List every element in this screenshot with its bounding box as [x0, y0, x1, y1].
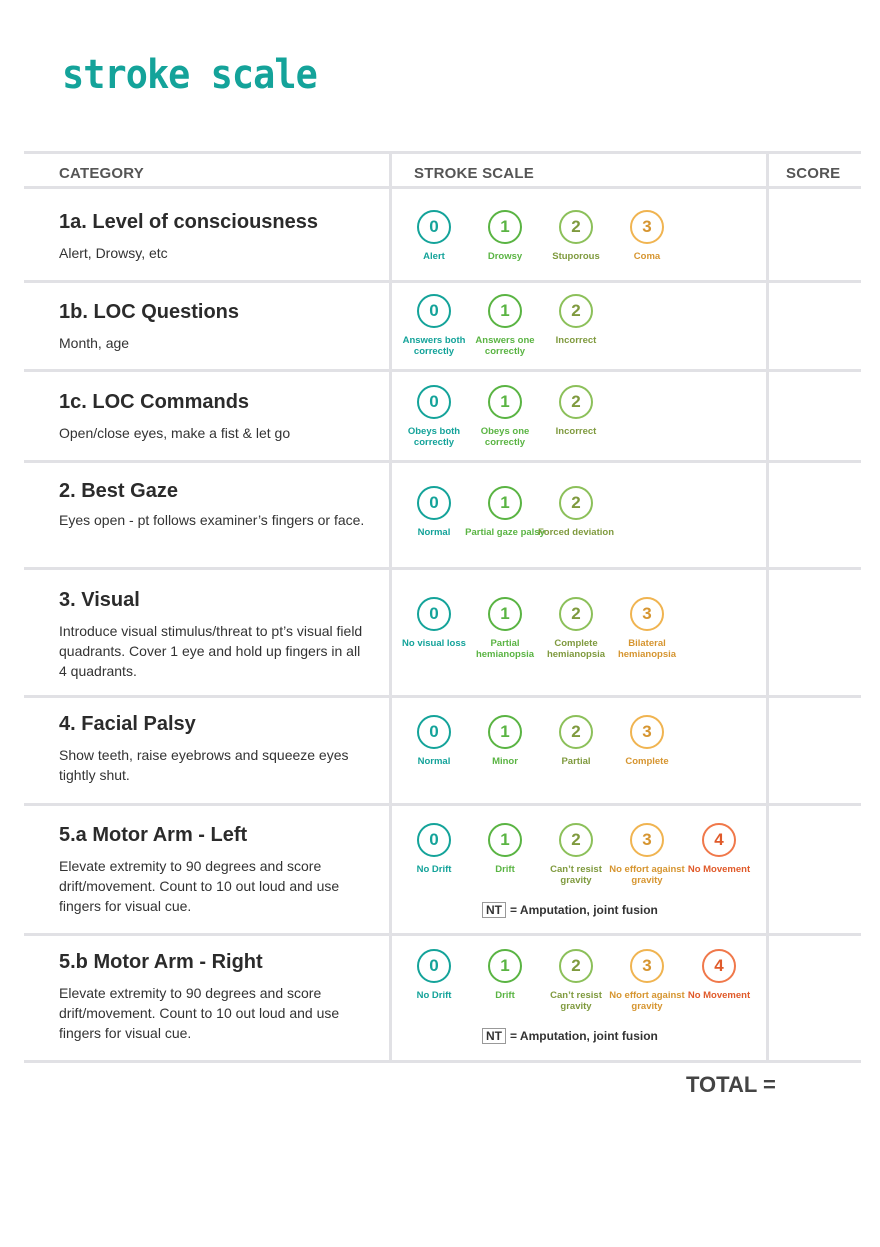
table-row — [24, 283, 861, 372]
score-cell[interactable] — [769, 936, 861, 1060]
score-option[interactable] — [394, 294, 474, 357]
score-option[interactable] — [465, 385, 545, 448]
score-option[interactable] — [536, 597, 616, 660]
score-circle[interactable]: 0 — [417, 486, 451, 520]
category-description: Eyes open - pt follows examiner’s fingers or face. — [59, 512, 365, 528]
score-option[interactable] — [607, 715, 687, 767]
score-option-label: Coma — [633, 251, 661, 262]
score-circle[interactable]: 2 — [559, 486, 593, 520]
score-cell[interactable] — [769, 372, 861, 460]
category-header: CATEGORY — [59, 165, 144, 182]
category-description: Elevate extremity to 90 degrees and score drift/movement. Count to 10 out loud and use fingers for visual cue. — [59, 985, 340, 1041]
score-option[interactable] — [536, 294, 616, 346]
score-circle[interactable]: 1 — [488, 597, 522, 631]
score-option-label: Can’t resist gravity — [550, 990, 602, 1012]
score-option-label: No effort against gravity — [609, 990, 685, 1012]
category-title: 5.b Motor Arm - Right — [59, 951, 263, 973]
score-option[interactable] — [394, 715, 474, 767]
score-option-label: No Movement — [687, 990, 751, 1001]
score-option[interactable] — [607, 823, 687, 886]
score-cell[interactable] — [769, 698, 861, 803]
score-circle[interactable]: 1 — [488, 486, 522, 520]
score-option-label: Can’t resist gravity — [550, 864, 602, 886]
table-header — [24, 154, 861, 189]
score-option-label: Answers both correctly — [402, 335, 466, 357]
table-row — [24, 372, 861, 463]
score-option-label: Complete hemianopsia — [546, 638, 606, 660]
category-title: 3. Visual — [59, 589, 140, 611]
nt-description: = Amputation, joint fusion — [510, 903, 658, 917]
score-option[interactable] — [607, 949, 687, 1012]
score-option[interactable] — [465, 597, 545, 660]
score-circle[interactable]: 1 — [488, 949, 522, 983]
score-option-label: Partial hemianopsia — [475, 638, 535, 660]
score-cell[interactable] — [769, 806, 861, 933]
score-circle[interactable]: 0 — [417, 210, 451, 244]
score-option-label: Incorrect — [555, 335, 597, 346]
score-option[interactable] — [394, 385, 474, 448]
score-option[interactable] — [394, 597, 474, 649]
score-circle[interactable]: 0 — [417, 294, 451, 328]
score-circle[interactable]: 1 — [488, 294, 522, 328]
score-circle[interactable]: 2 — [559, 210, 593, 244]
score-option-label: Drift — [495, 990, 515, 1001]
score-option-label: Complete — [625, 756, 669, 767]
score-option-label: Answers one correctly — [475, 335, 535, 357]
nt-description: = Amputation, joint fusion — [510, 1029, 658, 1043]
score-circle[interactable]: 3 — [630, 597, 664, 631]
score-option-label: Incorrect — [555, 426, 597, 437]
table-row — [24, 463, 861, 570]
score-option[interactable] — [394, 210, 474, 262]
score-option[interactable] — [679, 823, 759, 875]
score-option-label: Drowsy — [487, 251, 523, 262]
score-circle[interactable]: 2 — [559, 385, 593, 419]
table-row — [24, 698, 861, 806]
score-circle[interactable]: 1 — [488, 210, 522, 244]
score-option[interactable] — [465, 949, 545, 1001]
table-row — [24, 806, 861, 936]
score-circle[interactable]: 1 — [488, 385, 522, 419]
nt-badge: NT — [482, 1028, 506, 1044]
score-option-label: Obeys both correctly — [407, 426, 461, 448]
score-option-label: Partial gaze palsy — [465, 527, 545, 538]
score-circle[interactable]: 3 — [630, 949, 664, 983]
score-circle[interactable]: 1 — [488, 823, 522, 857]
category-title: 5.a Motor Arm - Left — [59, 824, 248, 846]
score-cell[interactable] — [769, 283, 861, 369]
score-option-label: Minor — [492, 756, 518, 767]
score-option[interactable] — [536, 385, 616, 437]
score-circle[interactable]: 4 — [702, 823, 736, 857]
score-option[interactable] — [607, 210, 687, 262]
score-option[interactable] — [465, 715, 545, 767]
score-option[interactable] — [394, 823, 474, 875]
score-circle[interactable]: 1 — [488, 715, 522, 749]
category-title: 4. Facial Palsy — [59, 713, 196, 735]
table-row — [24, 189, 861, 283]
score-circle[interactable]: 0 — [417, 715, 451, 749]
stroke-scale-table — [24, 151, 861, 1063]
score-option-label: No visual loss — [402, 638, 466, 649]
score-circle[interactable]: 0 — [417, 823, 451, 857]
score-option-label: No Movement — [687, 864, 751, 875]
table-row — [24, 936, 861, 1063]
table-row — [24, 570, 861, 698]
score-circle[interactable]: 0 — [417, 385, 451, 419]
score-option[interactable] — [465, 294, 545, 357]
score-circle[interactable]: 3 — [630, 823, 664, 857]
score-option[interactable] — [465, 486, 545, 538]
score-option[interactable] — [394, 486, 474, 538]
score-option-label: Partial — [561, 756, 591, 767]
score-option-label: Alert — [423, 251, 445, 262]
score-circle[interactable]: 4 — [702, 949, 736, 983]
score-option-label: Normal — [417, 756, 451, 767]
category-description: Open/close eyes, make a fist & let go — [59, 425, 291, 441]
score-circle[interactable]: 0 — [417, 597, 451, 631]
score-option[interactable] — [536, 715, 616, 767]
score-option[interactable] — [607, 597, 687, 660]
score-circle[interactable]: 2 — [559, 597, 593, 631]
category-description: Month, age — [59, 335, 130, 351]
score-cell[interactable] — [769, 189, 861, 280]
score-option[interactable] — [465, 823, 545, 875]
score-option[interactable] — [536, 823, 616, 886]
score-option-label: No Drift — [416, 990, 452, 1001]
score-option-label: Forced deviation — [537, 527, 614, 538]
score-cell[interactable] — [769, 570, 861, 695]
stroke-scale-logo: stroke scale — [62, 52, 317, 98]
category-title: 1a. Level of consciousness — [59, 211, 318, 233]
category-description: Elevate extremity to 90 degrees and score drift/movement. Count to 10 out loud and use fingers for visual cue. — [59, 858, 340, 914]
score-option-label: Drift — [495, 864, 515, 875]
stroke-scale-header: STROKE SCALE — [414, 165, 534, 182]
score-option[interactable] — [394, 949, 474, 1001]
score-option-label: Normal — [417, 527, 451, 538]
score-option-label: Obeys one correctly — [480, 426, 530, 448]
category-title: 1c. LOC Commands — [59, 391, 250, 413]
score-circle[interactable]: 3 — [630, 210, 664, 244]
category-description: Introduce visual stimulus/threat to pt’s visual field quadrants. Cover 1 eye and hold up fingers in all 4 quadrants. — [59, 623, 363, 679]
category-description: Show teeth, raise eyebrows and squeeze eyes tightly shut. — [59, 747, 349, 783]
score-circle[interactable]: 0 — [417, 949, 451, 983]
not-testable-note — [482, 902, 658, 918]
score-option[interactable] — [679, 949, 759, 1001]
score-header: SCORE — [786, 165, 841, 182]
score-option-label: Stuporous — [552, 251, 600, 262]
score-circle[interactable]: 2 — [559, 949, 593, 983]
total-label: TOTAL = — [686, 1072, 776, 1097]
score-option[interactable] — [536, 486, 616, 538]
score-circle[interactable]: 2 — [559, 715, 593, 749]
score-option[interactable] — [465, 210, 545, 262]
score-option-label: No Drift — [416, 864, 452, 875]
score-circle[interactable]: 2 — [559, 294, 593, 328]
score-circle[interactable]: 2 — [559, 823, 593, 857]
score-cell[interactable] — [769, 463, 861, 567]
score-option[interactable] — [536, 949, 616, 1012]
category-title: 1b. LOC Questions — [59, 301, 240, 323]
nt-badge: NT — [482, 902, 506, 918]
score-option-label: No effort against gravity — [609, 864, 685, 886]
category-title: 2. Best Gaze — [59, 480, 178, 502]
category-description: Alert, Drowsy, etc — [59, 245, 168, 261]
not-testable-note — [482, 1028, 658, 1044]
score-option[interactable] — [536, 210, 616, 262]
score-option-label: Bilateral hemianopsia — [617, 638, 677, 660]
score-circle[interactable]: 3 — [630, 715, 664, 749]
